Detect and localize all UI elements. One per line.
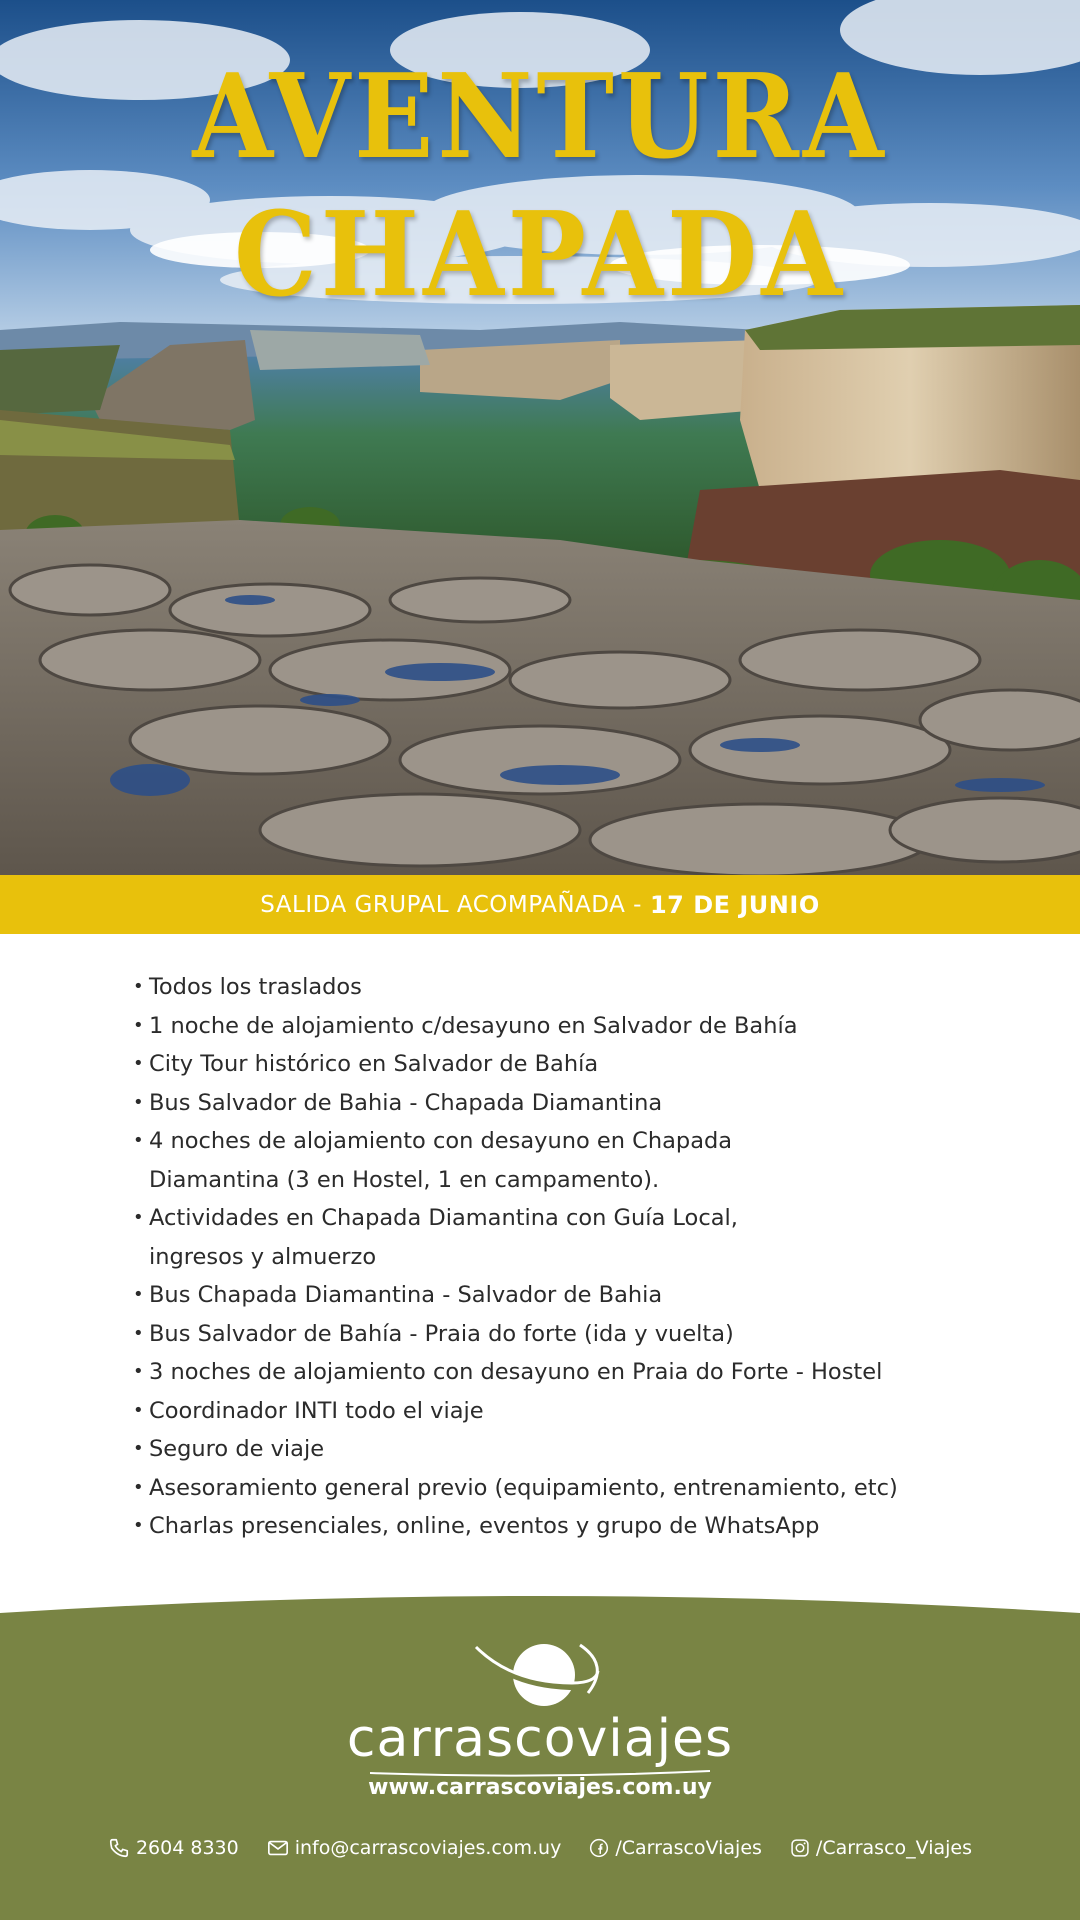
contact-row <box>0 1837 1080 1859</box>
departure-band <box>0 875 1080 934</box>
facebook-handle: /CarrascoViajes <box>615 1837 762 1859</box>
mail-icon <box>267 1839 289 1857</box>
instagram-icon <box>790 1838 810 1858</box>
list-item: • Bus Chapada Diamantina - Salvador de Bahia <box>133 1276 1013 1315</box>
globe-logo-icon <box>470 1635 610 1715</box>
footer <box>0 1585 1080 1920</box>
list-item: • 4 noches de alojamiento con desayuno en Chapada Diamantina (3 en Hostel, 1 en campamento). <box>133 1122 809 1199</box>
phone-icon <box>108 1837 130 1859</box>
list-item: • 3 noches de alojamiento con desayuno en Praia do Forte - Hostel <box>133 1353 1013 1392</box>
departure-label: SALIDA GRUPAL ACOMPAÑADA - <box>260 891 642 918</box>
list-item: • 1 noche de alojamiento c/desayuno en Salvador de Bahía <box>133 1007 1013 1046</box>
email-contact[interactable] <box>267 1837 562 1859</box>
phone-number: 2604 8330 <box>135 1837 239 1859</box>
list-item: • Asesoramiento general previo (equipamiento, entrenamiento, etc) <box>133 1469 1013 1508</box>
list-item: • Coordinador INTI todo el viaje <box>133 1392 1013 1431</box>
list-item: • Charlas presenciales, online, eventos y grupo de WhatsApp <box>133 1507 1013 1546</box>
hero-title: AVENTURA CHAPADA <box>192 47 888 323</box>
facebook-contact[interactable] <box>589 1837 762 1859</box>
instagram-contact[interactable] <box>790 1837 972 1859</box>
list-item: • Actividades en Chapada Diamantina con Guía Local, ingresos y almuerzo <box>133 1199 789 1276</box>
facebook-icon <box>589 1838 609 1858</box>
brand-logo <box>0 1635 1080 1779</box>
website-link[interactable]: www.carrascoviajes.com.uy <box>368 1775 712 1800</box>
list-item: • Seguro de viaje <box>133 1430 1013 1469</box>
hero-photo <box>0 0 1080 875</box>
list-item: • Todos los traslados <box>133 968 1013 1007</box>
includes-list <box>133 968 1013 1546</box>
email-address: info@carrascoviajes.com.uy <box>294 1837 562 1859</box>
list-item: • City Tour histórico en Salvador de Bahía <box>133 1045 1013 1084</box>
phone-contact[interactable] <box>108 1837 239 1859</box>
list-item: • Bus Salvador de Bahia - Chapada Diamantina <box>133 1084 1013 1123</box>
departure-date: 17 DE JUNIO <box>649 890 820 919</box>
list-item: • Bus Salvador de Bahía - Praia do forte (ida y vuelta) <box>133 1315 1013 1354</box>
brand-name: carrascoviajes <box>346 1709 734 1769</box>
instagram-handle: /Carrasco_Viajes <box>815 1837 973 1859</box>
